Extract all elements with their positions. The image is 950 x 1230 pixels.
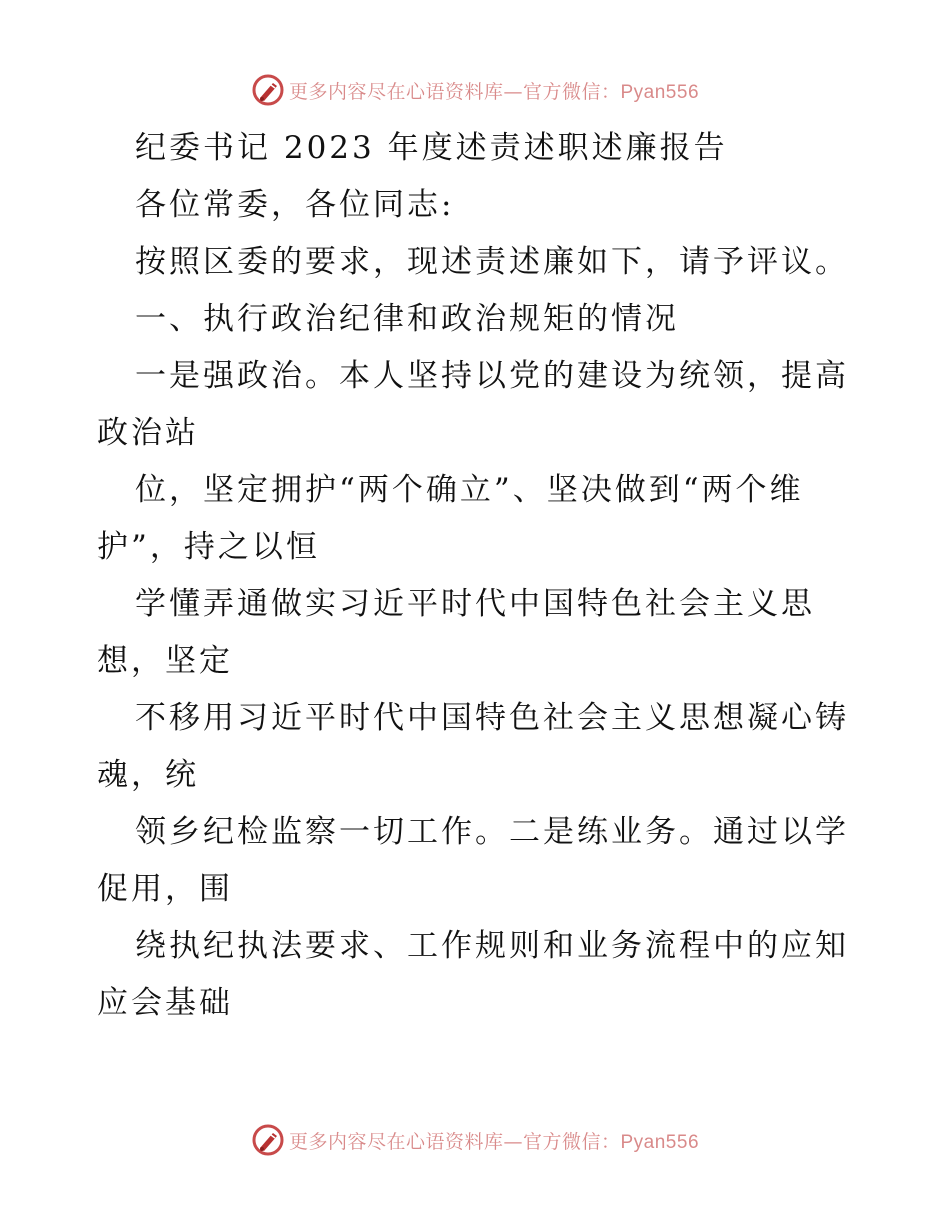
watermark-footer (0, 1118, 950, 1162)
pen-logo-icon (251, 73, 285, 107)
watermark-header (0, 68, 950, 112)
paragraph-line: 应会基础 (97, 985, 233, 1021)
paragraph-line: 学懂弄通做实习近平时代中国特色社会主义思 (135, 586, 815, 622)
paragraph-line: 魂，统 (97, 757, 199, 793)
paragraph-line: 按照区委的要求，现述责述廉如下，请予评议。 (135, 244, 849, 280)
paragraph-line: 一是强政治。本人坚持以党的建设为统领，提高 (135, 358, 849, 394)
watermark-text: 更多内容尽在心语资料库—官方微信：Pyan556 (288, 80, 700, 103)
salutation: 各位常委，各位同志: (135, 187, 455, 223)
paragraph-line: 政治站 (97, 415, 199, 451)
pen-logo-icon (251, 1123, 285, 1157)
paragraph-line: 不移用习近平时代中国特色社会主义思想凝心铸 (135, 700, 849, 736)
paragraph-line: 想，坚定 (97, 643, 233, 679)
document-body (97, 120, 857, 1032)
section-heading: 一、执行政治纪律和政治规矩的情况 (135, 301, 679, 337)
paragraph-line: 促用，围 (97, 871, 233, 907)
paragraph-line: 绕执纪执法要求、工作规则和业务流程中的应知 (135, 928, 849, 964)
watermark-text: 更多内容尽在心语资料库—官方微信：Pyan556 (288, 1130, 700, 1153)
paragraph-line: 护”，持之以恒 (97, 529, 320, 565)
paragraph-line: 领乡纪检监察一切工作。二是练业务。通过以学 (135, 814, 849, 850)
paragraph-line: 位，坚定拥护“两个确立”、坚决做到“两个维 (135, 472, 804, 508)
document-title: 纪委书记 2023 年度述责述职述廉报告 (135, 130, 728, 166)
